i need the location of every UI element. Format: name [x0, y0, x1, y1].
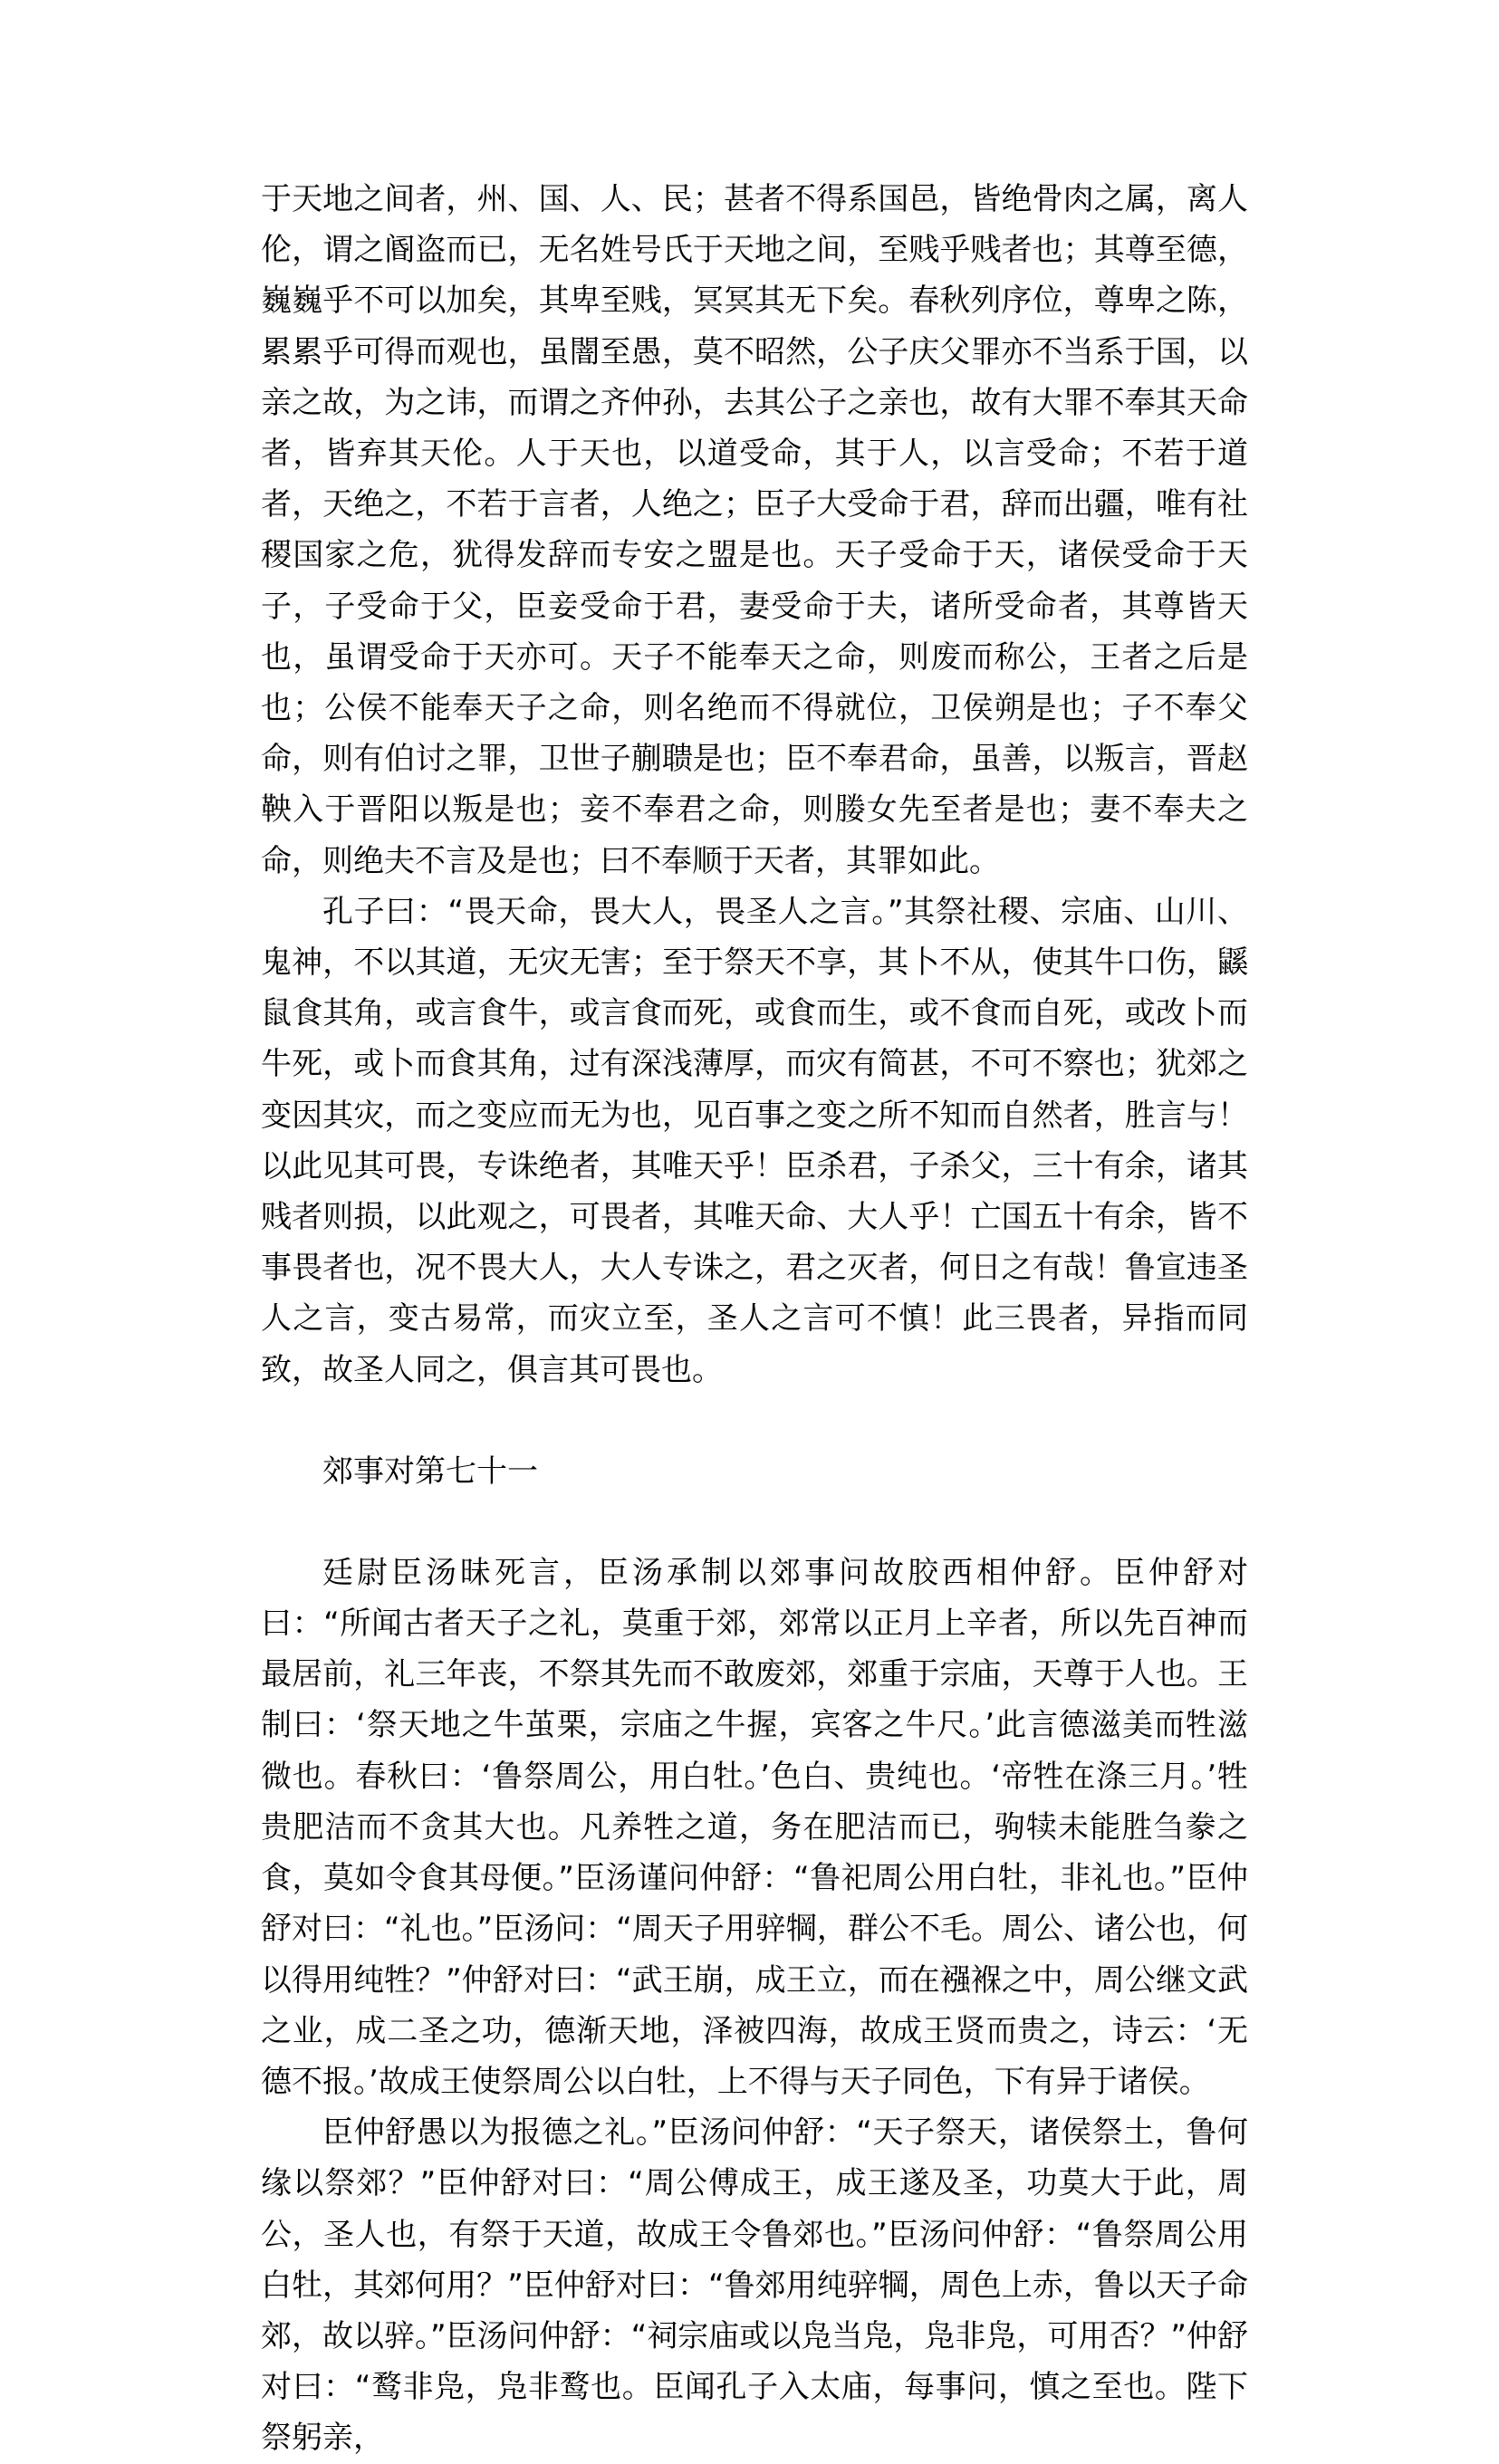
paragraph-1: 于天地之间者，州、国、人、民；甚者不得系国邑，皆绝骨肉之属，离人伦，谓之阍盗而已，无名姓号氏于天地之间，至贱乎贱者也；其尊至德，巍巍乎不可以加矣，其卑至贱，冥冥其无下矣。春秋列序位，尊卑之陈，累累乎可得而观也，虽闇至愚，莫不昭然，公子庆父罪亦不当系于国，以亲之故，为之讳，而谓之齐仲孙，去其公子之亲也，故有大罪不奉其天命者，皆弃其天伦。人于天也，以道受命，其于人，以言受命；不若于道者，天绝之，不若于言者，人绝之；臣子大受命于君，辞而出疆，唯有社稷国家之危，犹得发辞而专安之盟是也。天子受命于天，诸侯受命于天子，子受命于父，臣妾受命于君，妻受命于夫，诸所受命者，其尊皆天也，虽谓受命于天亦可。天子不能奉天之命，则废而称公，王者之后是也；公侯不能奉天子之命，则名绝而不得就位，卫侯朔是也；子不奉父命，则有伯讨之罪，卫世子蒯聩是也；臣不奉君命，虽善，以叛言，晋赵鞅入于晋阳以叛是也；妾不奉君之命，则媵女先至者是也；妻不奉夫之命，则绝夫不言及是也；曰不奉顺于天者，其罪如此。: [261, 181, 1248, 879]
document-page: [261, 174, 1248, 2464]
section-heading: 郊事对第七十一: [322, 1453, 538, 1490]
paragraph-4: 臣仲舒愚以为报德之礼。”臣汤问仲舒：“天子祭天，诸侯祭土，鲁何缘以祭郊？”臣仲舒对曰：“周公傅成王，成王遂及圣，功莫大于此，周公，圣人也，有祭于天道，故成王令鲁郊也。”臣汤问仲舒：“鲁祭周公用白牡，其郊何用？”臣仲舒对曰：“鲁郊用纯骍犅，周色上赤，鲁以天子命郊，故以骍。”臣汤问仲舒：“祠宗庙或以凫当凫，凫非凫，可用否？”仲舒对曰：“鹜非凫，凫非鹜也。臣闻孔子入太庙，每事问，慎之至也。陛下祭躬亲，: [261, 2114, 1248, 2457]
paragraph-3: 廷尉臣汤昧死言，臣汤承制以郊事问故胶西相仲舒。臣仲舒对曰：“所闻古者天子之礼，莫重于郊，郊常以正月上辛者，所以先百神而最居前，礼三年丧，不祭其先而不敢废郊，郊重于宗庙，天尊于人也。王制曰：‘祭天地之牛茧栗，宗庙之牛握，宾客之牛尺。’此言德滋美而牲滋微也。春秋曰：‘鲁祭周公，用白牡。’色白、贵纯也。‘帝牲在涤三月。’牲贵肥洁而不贪其大也。凡养牲之道，务在肥洁而已，驹犊未能胜刍豢之食，莫如令食其母便。”臣汤谨问仲舒：“鲁祀周公用白牡，非礼也。”臣仲舒对曰：“礼也。”臣汤问：“周天子用骍犅，群公不毛。周公、诸公也，何以得用纯牲？”仲舒对曰：“武王崩，成王立，而在襁褓之中，周公继文武之业，成二圣之功，德渐天地，泽被四海，故成王贤而贵之，诗云：‘无德不报。’故成王使祭周公以白牡，上不得与天子同色，下有异于诸侯。: [261, 1554, 1248, 2100]
paragraph-2: 孔子曰：“畏天命，畏大人，畏圣人之言。”其祭社稷、宗庙、山川、鬼神，不以其道，无灾无害；至于祭天不享，其卜不从，使其牛口伤，鼷鼠食其角，或言食牛，或言食而死，或食而生，或不食而自死，或改卜而牛死，或卜而食其角，过有深浅薄厚，而灾有简甚，不可不察也；犹郊之变因其灾，而之变应而无为也，见百事之变之所不知而自然者，胜言与！以此见其可畏，专诛绝者，其唯天乎！臣杀君，子杀父，三十有余，诸其贱者则损，以此观之，可畏者，其唯天命、大人乎！亡国五十有余，皆不事畏者也，况不畏大人，大人专诛之，君之灭者，何日之有哉！鲁宣违圣人之言，变古易常，而灾立至，圣人之言可不慎！此三畏者，异指而同致，故圣人同之，俱言其可畏也。: [261, 893, 1248, 1388]
